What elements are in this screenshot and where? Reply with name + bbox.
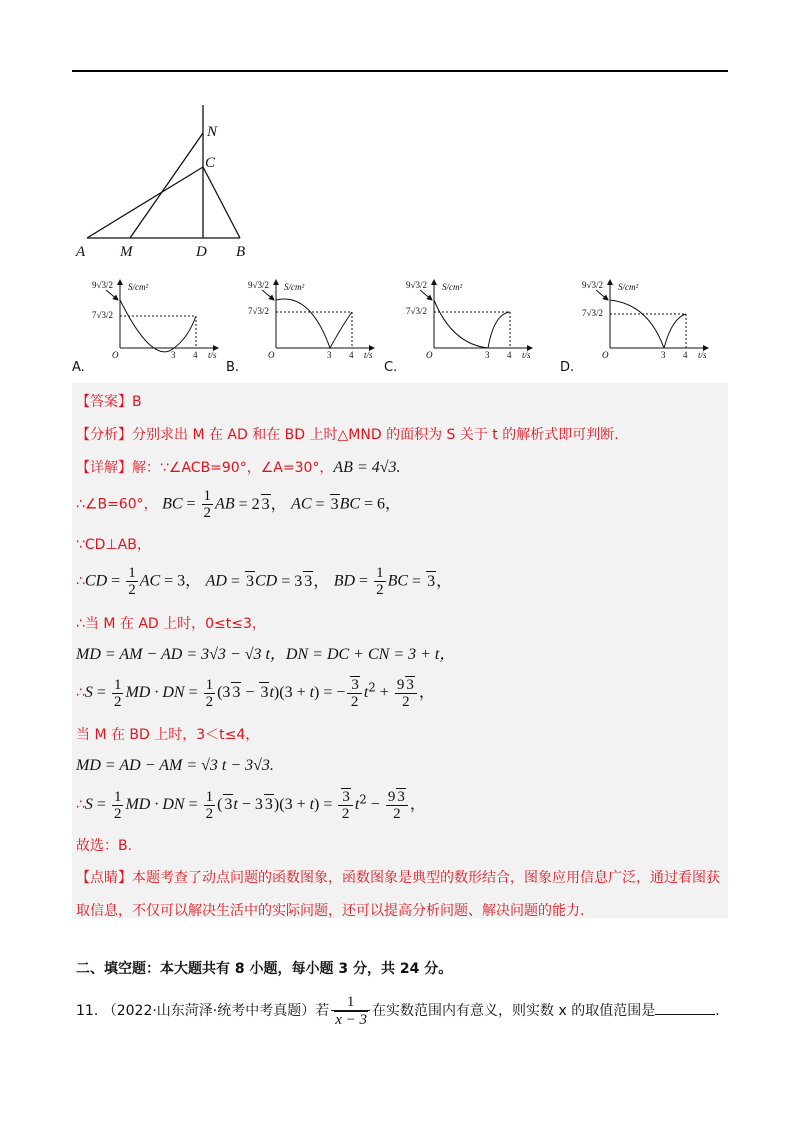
svg-text:S/cm²: S/cm² bbox=[128, 282, 149, 292]
graph-option-d bbox=[578, 276, 718, 366]
point-D: D bbox=[196, 244, 207, 260]
option-b-label[interactable]: B. bbox=[226, 360, 240, 375]
point-A: A bbox=[76, 244, 86, 260]
svg-text:t/s: t/s bbox=[698, 350, 707, 360]
graph-option-b bbox=[244, 276, 384, 366]
triangle-figure bbox=[72, 100, 272, 260]
answer-blank[interactable] bbox=[655, 1000, 715, 1015]
svg-text:O: O bbox=[602, 350, 609, 360]
svg-text:3: 3 bbox=[171, 350, 176, 360]
svg-text:3: 3 bbox=[327, 350, 332, 360]
case-two: 当 M 在 BD 上时，3＜t≤4， bbox=[76, 727, 260, 743]
step-angle-b: ∴∠B=60°， BC = $\frac{1}{2}$ AB = 2 3， AC = 3BC = 6， bbox=[76, 488, 402, 521]
svg-text:9√3/2: 9√3/2 bbox=[582, 280, 603, 290]
svg-text:7√3/2: 7√3/2 bbox=[248, 306, 269, 316]
case-one: ∴当 M 在 AD 上时，0≤t≤3， bbox=[76, 616, 266, 632]
svg-text:7√3/2: 7√3/2 bbox=[92, 310, 113, 320]
svg-text:S/cm²: S/cm² bbox=[618, 282, 639, 292]
svg-text:4: 4 bbox=[507, 350, 512, 360]
point-B: B bbox=[236, 244, 246, 260]
answer-line: 【答案】B bbox=[76, 394, 142, 410]
question-11: 11. （2022·山东菏泽·统考中考真题）若 $\frac{1}{x - 3}$ 在实数范围内有意义，则实数 x 的取值范围是 . bbox=[76, 994, 720, 1028]
svg-text:O: O bbox=[268, 350, 275, 360]
svg-text:3: 3 bbox=[485, 350, 490, 360]
option-c-label[interactable]: C. bbox=[384, 360, 398, 375]
svg-text:4: 4 bbox=[193, 350, 198, 360]
svg-text:9√3/2: 9√3/2 bbox=[248, 280, 269, 290]
svg-text:S/cm²: S/cm² bbox=[284, 282, 305, 292]
option-d-label[interactable]: D. bbox=[560, 360, 575, 375]
svg-text:9√3/2: 9√3/2 bbox=[406, 280, 427, 290]
svg-text:t/s: t/s bbox=[364, 350, 373, 360]
svg-text:7√3/2: 7√3/2 bbox=[406, 306, 427, 316]
svg-text:t/s: t/s bbox=[208, 350, 217, 360]
step-cd-perp: ∵CD⊥AB， bbox=[76, 537, 151, 553]
svg-text:9√3/2: 9√3/2 bbox=[92, 280, 113, 290]
step-s-case1: ∴S = $\frac{1}{2}$ MD · DN = $\frac{1}{2}$ (3 3 − 3t)(3 + t) = − $\frac{3}{2}$ $t^2$ + $\frac{9 3}{2}$ ， bbox=[76, 676, 435, 710]
point-C: C bbox=[205, 155, 216, 171]
step-s-case2: ∴S = $\frac{1}{2}$ MD · DN = $\frac{1}{2}$ ( 3t − 3 3)(3 + t) = $\frac{3}{2}$ $t^2$ − $\frac{9 3}{2}$ ， bbox=[76, 788, 426, 822]
svg-text:S/cm²: S/cm² bbox=[442, 282, 463, 292]
svg-text:O: O bbox=[112, 350, 119, 360]
note-paragraph: 【点睛】本题考查了动点问题的函数图象，函数图象是典型的数形结合，图象应用信息广泛，通过看图获取信息，不仅可以解决生活中的实际问题，还可以提高分析问题、解决问题的能力. bbox=[76, 870, 720, 919]
step-md-case2: MD = AD − AM = √3 t − 3√3. bbox=[76, 757, 274, 774]
svg-text:3: 3 bbox=[661, 350, 666, 360]
graph-option-a bbox=[88, 276, 228, 366]
analysis-line: 【分析】分别求出 M 在 AD 和在 BD 上时△MND 的面积为 S 关于 t 的解析式即可判断. bbox=[76, 427, 619, 443]
detail-line: 【详解】解：∵∠ACB=90°，∠A=30°，AB = 4√3. bbox=[76, 459, 401, 476]
option-a-label[interactable]: A. bbox=[72, 360, 85, 375]
graph-option-c bbox=[402, 276, 542, 366]
section-title: 二、填空题：本大题共有 8 小题，每小题 3 分，共 24 分。 bbox=[76, 961, 453, 977]
svg-text:7√3/2: 7√3/2 bbox=[582, 308, 603, 318]
step-cd: ∴CD = $\frac{1}{2}$ AC = 3， AD = 3CD = 3 3， BD = $\frac{1}{2}$ BC = 3， bbox=[76, 565, 453, 598]
choose-line: 故选：B. bbox=[76, 838, 133, 854]
svg-text:t/s: t/s bbox=[522, 350, 531, 360]
point-M: M bbox=[120, 244, 133, 260]
svg-text:O: O bbox=[426, 350, 433, 360]
svg-text:4: 4 bbox=[349, 350, 354, 360]
point-N: N bbox=[207, 124, 218, 140]
step-md-dn: MD = AM − AD = 3√3 − √3 t，DN = DC + CN = 3 + t， bbox=[76, 646, 456, 663]
svg-text:4: 4 bbox=[683, 350, 688, 360]
top-rule bbox=[72, 70, 728, 72]
